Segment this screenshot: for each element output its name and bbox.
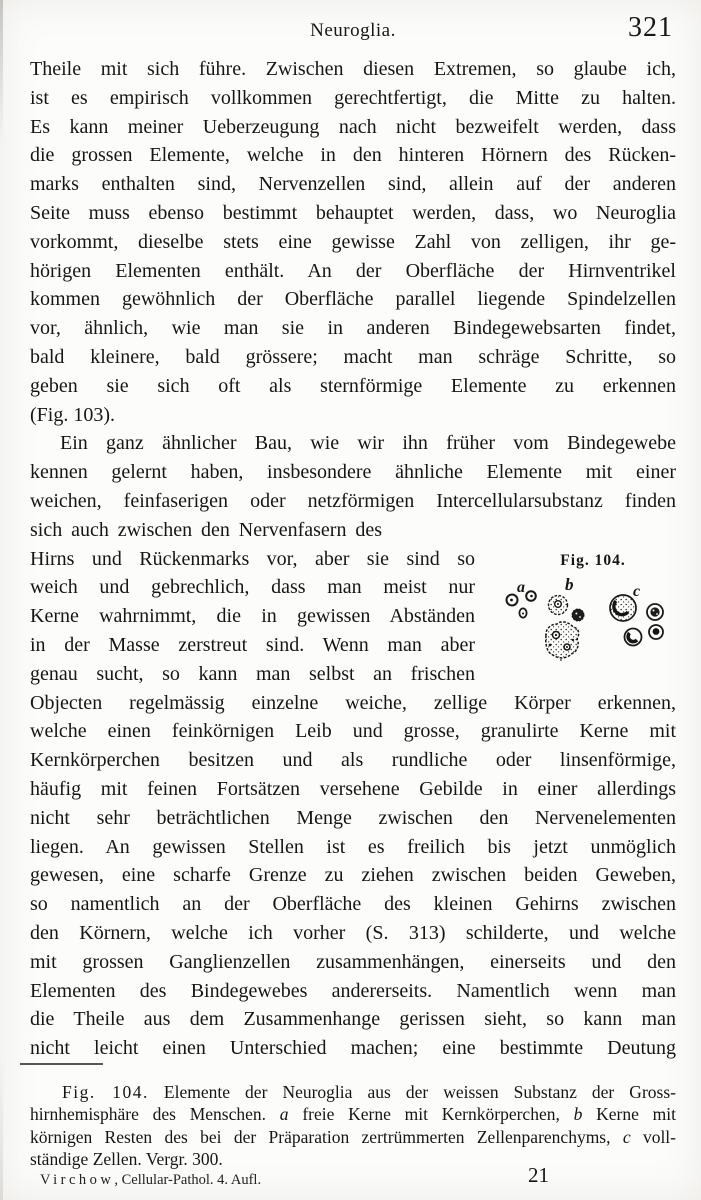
caption-key-a: a (279, 1104, 289, 1125)
text-line: weich und gebrechlich, dass man meist nur (30, 576, 475, 599)
text-line: marks enthalten sind, Nervenzellen sind, allein auf der anderen (30, 173, 676, 196)
printer-signature (40, 1172, 261, 1189)
text-line: die Theile aus dem Zusammenhange gerissen sieht, so kann man (30, 1008, 676, 1031)
text-line: sich auch zwischen den Nervenfasern des (30, 518, 382, 541)
text-line: häufig mit feinen Fortsätzen versehene Gebilde in einer allerdings (30, 777, 676, 800)
text-line: so namentlich an der Oberfläche des kleinen Gehirns zwischen (30, 893, 676, 916)
neuroglia-cells-illustration (490, 548, 698, 686)
text-line: Theile mit sich führe. Zwischen diesen Extremen, so glaube ich, (30, 58, 676, 80)
caption-text: körnigen Resten des bei der Präparation zertrümmerten Zellenparenchyms, (30, 1126, 623, 1147)
cell-group-b (546, 596, 584, 661)
text-line: vorkommt, dieselbe stets eine gewisse Zahl von zelligen, ihr ge- (30, 230, 676, 253)
text-line: Objecten regelmässig einzelne weiche, zellige Körper erkennen, (30, 691, 676, 714)
caption-key-b: b (573, 1104, 583, 1125)
caption-text: hirnhemisphäre des Menschen. (30, 1104, 280, 1125)
text-line: vor, ähnlich, wie man sie in anderen Bindegewebsarten findet, (30, 317, 676, 340)
text-line: nicht leicht einen Unterschied machen; eine bestimmte Deutung (30, 1037, 676, 1060)
caption-text: voll- (630, 1126, 676, 1147)
text-line: kennen gelernt haben, insbesondere ähnliche Elemente mit einer (30, 461, 676, 484)
text-line: den Körnern, welche ich vorher (S. 313) schilderte, und welche (30, 921, 676, 944)
scan-edge-artifact (0, 0, 3, 1200)
text-line: ist es empirisch vollkommen gerechtfertigt, die Mitte zu halten. (30, 86, 676, 109)
text-line: Elementen des Bindegewebes andererseits. Namentlich wenn man (30, 979, 676, 1002)
text-line: in der Masse zerstreut sind. Wenn man aber (30, 633, 475, 656)
caption-line (30, 1148, 676, 1170)
page-number: 321 (628, 12, 673, 43)
text-line: (Fig. 103). (30, 403, 115, 426)
text-line paragraph-start: Ein ganz ähnlicher Bau, wie wir ihn früher vom Bindegewebe (60, 432, 676, 455)
caption-text: ständige Zellen. Vergr. 300. (30, 1148, 223, 1169)
author-name: Virchow (40, 1172, 115, 1188)
text-line: mit grossen Ganglienzellen zusammenhängen, einerseits und den (30, 950, 676, 973)
caption-line (30, 1103, 676, 1125)
text-line: bald kleinere, bald grössere; macht man schräge Schritte, so (30, 345, 676, 368)
caption-text: Kerne mit (582, 1104, 676, 1125)
text-line: Es kann meiner Ueberzeugung nach nicht bezweifelt werden, dass (30, 115, 676, 138)
text-line: gewesen, eine scharfe Grenze zu ziehen zwischen beiden Geweben, (30, 864, 676, 887)
text-line: die grossen Elemente, welche in den hinteren Hörnern des Rücken- (30, 144, 676, 167)
figure-group-label-c: c (633, 583, 641, 600)
text-line: hörigen Elementen enthält. An der Oberfläche der Hirnventrikel (30, 259, 676, 282)
caption-line (30, 1081, 676, 1103)
figure-104 (490, 548, 698, 686)
work-title: , Cellular-Pathol. 4. Aufl. (114, 1172, 262, 1188)
caption-text: freie Kerne mit Kernkörperchen, (288, 1104, 574, 1125)
caption-key-c: c (622, 1126, 631, 1147)
text-line: genau sucht, so kann man selbst an frischen (30, 662, 475, 685)
figure-caption (30, 1081, 676, 1170)
cell-group-c (610, 595, 663, 646)
text-line: nicht sehr beträchtlichen Menge zwischen den Nervenelementen (30, 806, 676, 829)
text-line: weichen, feinfaserigen oder netzförmigen Intercellularsubstanz finden (30, 489, 676, 512)
running-title: Neuroglia. (310, 20, 396, 41)
figure-label: Fig. 104. (560, 552, 626, 569)
figure-group-label-b: b (565, 575, 574, 594)
text-line: Hirns und Rückenmarks vor, aber sie sind so (30, 547, 475, 570)
figure-group-label-a: a (517, 579, 525, 596)
caption-fig-ref: Fig. 104. (62, 1082, 149, 1102)
text-line: Kerne wahrnimmt, die in gewissen Abständen (30, 605, 475, 628)
text-line: Kernkörperchen besitzen und als rundliche oder linsenförmige, (30, 749, 676, 772)
text-line: Seite muss ebenso bestimmt behauptet werden, dass, wo Neuroglia (30, 201, 676, 224)
footnote-rule (20, 1063, 103, 1065)
sheet-number: 21 (528, 1163, 549, 1187)
text-line: kommen gewöhnlich der Oberfläche parallel liegende Spindelzellen (30, 288, 676, 311)
caption-line (30, 1126, 676, 1148)
caption-text: Elemente der Neuroglia aus der weissen Substanz der Gross- (148, 1082, 676, 1102)
text-line: geben sie sich oft als sternförmige Elemente zu erkennen (30, 374, 676, 397)
text-line: welche einen feinkörnigen Leib und grosse, granulirte Kerne mit (30, 720, 676, 743)
text-line: liegen. An gewissen Stellen ist es freilich bis jetzt unmöglich (30, 835, 676, 858)
